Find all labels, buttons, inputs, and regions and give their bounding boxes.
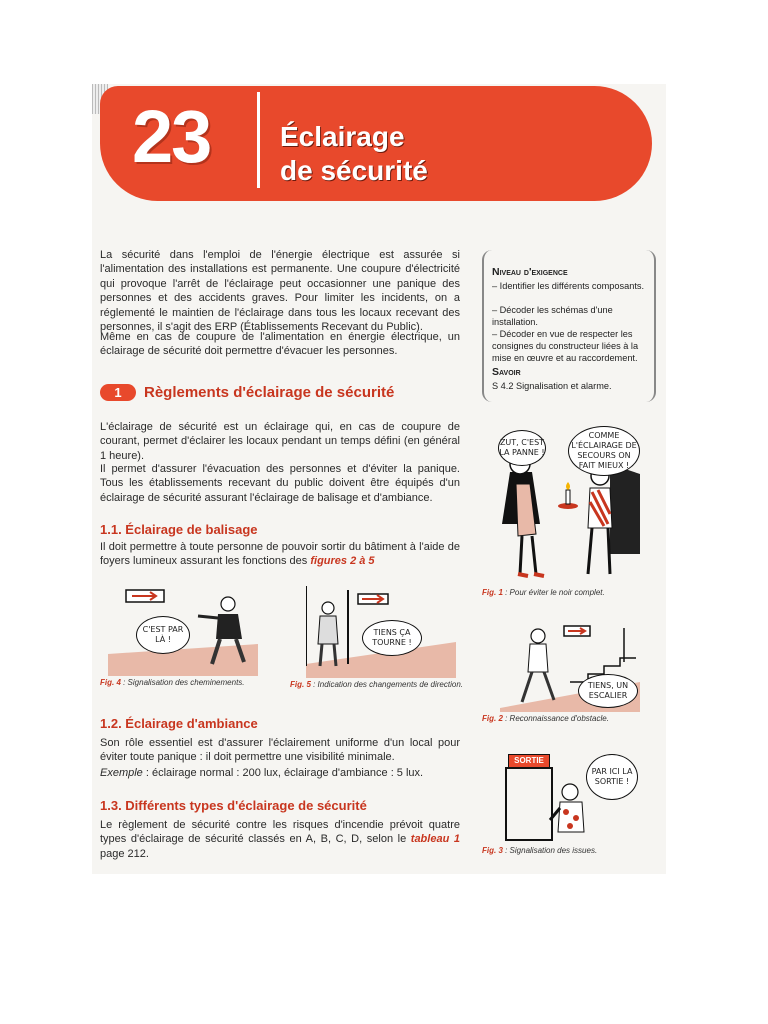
caption-text: : Signalisation des cheminements. [120, 678, 245, 687]
figure-4-caption [100, 678, 245, 687]
chapter-title-line2: de sécurité [280, 155, 428, 186]
intro-paragraph: La sécurité dans l'emploi de l'énergie électrique est assurée si l'alimentation des installations est permanente. Une coupure d'électricité qui provoque l'arrêt de l'éclairage peut occasionner une panique des personnes et des accidents graves. Pour limiter les incidents, on a réglementé le maintien de l'éclairage dans tous les locaux recevant des personnes, il s'agit des ERP (Établissements Recevant du Public). [100, 249, 460, 334]
example-label: Exemple [100, 767, 143, 779]
figure-3-caption [482, 846, 597, 855]
speech-bubble: TIENS ÇA TOURNE ! [362, 620, 422, 656]
figure-2-caption [482, 714, 609, 723]
subsection-paragraph-1-2: Son rôle essentiel est d'assurer l'éclairement uniforme d'un local pour éviter toute panique : il doit permettre une visibilité minimale. [100, 737, 460, 764]
requirements-box [482, 250, 656, 402]
figure-label: Fig. 3 [482, 846, 503, 855]
body-text-end: page 212. [100, 847, 149, 860]
figure-label: Fig. 4 [100, 678, 121, 687]
figure-1-caption [482, 588, 605, 597]
intro-paragraph-2: Même en cas de coupure de l'alimentation en énergie électrique, un éclairage de sécurité doit permettre d'évacuer les personnes. [100, 331, 460, 358]
body-text: Il doit permettre à toute personne de pouvoir sortir du bâtiment à l'aide de foyers lumineux assurant les fonctions des [100, 541, 460, 568]
subsection-heading-1-2: 1.2. Éclairage d'ambiance [100, 716, 258, 731]
speech-bubble: PAR ICI LA SORTIE ! [586, 754, 638, 800]
section-paragraph-2: Il permet d'assurer l'évacuation des personnes et d'éviter la panique. Tous les établissements recevant du public doivent être équipés d'un éclairage de sécurité assurant l'éclairage de balisage et d'ambiance. [100, 463, 460, 504]
chapter-divider [257, 92, 260, 188]
figure-label: Fig. 2 [482, 714, 503, 723]
caption-text: : Signalisation des issues. [502, 846, 598, 855]
speech-bubble: ZUT, C'EST LA PANNE ! [498, 430, 546, 466]
subsection-heading-1-3: 1.3. Différents types d'éclairage de sécurité [100, 798, 367, 813]
requirement-item: – Décoder les schémas d'une installation. [492, 305, 613, 327]
chapter-number: 23 [132, 95, 211, 178]
exit-sign: SORTIE [508, 754, 550, 768]
subsection-paragraph-1-1 [100, 540, 460, 569]
chapter-title [280, 120, 428, 188]
speech-bubble: C'EST PAR LÀ ! [136, 616, 190, 654]
speech-bubble: TIENS, UN ESCALIER [578, 674, 638, 708]
knowledge-item: S 4.2 Signalisation et alarme. [492, 381, 612, 391]
figure-label: Fig. 5 [290, 680, 311, 689]
caption-text: : Indication des changements de direction. [310, 680, 463, 689]
figure-reference-link[interactable]: figures 2 à 5 [310, 555, 375, 568]
figure-label: Fig. 1 [482, 588, 503, 597]
speech-bubble: COMME L'ÉCLAIRAGE DE SECOURS ON FAIT MIEUX ! [568, 426, 640, 476]
section-title: Règlements d'éclairage de sécurité [144, 384, 395, 401]
caption-text: : Pour éviter le noir complet. [502, 588, 605, 597]
chapter-title-line1: Éclairage [280, 121, 405, 152]
figure-5-caption [290, 680, 463, 689]
knowledge-heading: Savoir [492, 366, 521, 378]
requirements-heading: Niveau d'exigence [492, 266, 568, 278]
requirement-item: – Identifier les différents composants. [492, 281, 645, 291]
requirement-item: – Décoder en vue de respecter les consignes du constructeur liées à la mise en œuvre et au raccordement. [492, 329, 639, 363]
example-text: : éclairage normal : 200 lux, éclairage d'ambiance : 5 lux. [142, 767, 424, 779]
subsection-paragraph-1-3 [100, 818, 460, 861]
caption-text: : Reconnaissance d'obstacle. [502, 714, 609, 723]
section-paragraph: L'éclairage de sécurité est un éclairage qui, en cas de coupure de courant, permet d'éclairer les locaux pendant un temps défini (en général 1 heure). [100, 421, 460, 462]
section-heading [100, 384, 394, 401]
subsection-heading-1-1: 1.1. Éclairage de balisage [100, 522, 258, 537]
section-number: 1 [100, 384, 136, 401]
table-reference-link[interactable]: tableau 1 [410, 833, 460, 846]
example-line [100, 766, 460, 780]
body-text: Le règlement de sécurité contre les risques d'incendie prévoit quatre types d'éclairage de sécurité classés en A, B, C, D, selon le [100, 819, 460, 846]
